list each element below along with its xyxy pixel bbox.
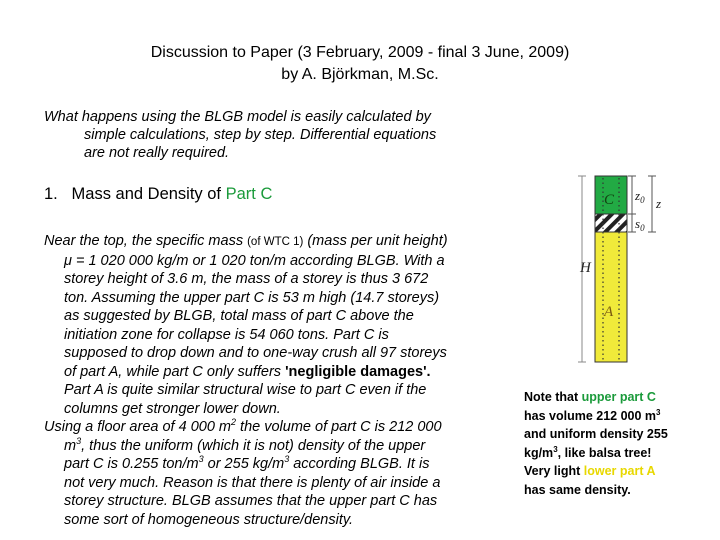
body-line: not very much. Reason is that there is plenty of air inside a [64, 474, 441, 491]
superscript: 2 [231, 417, 237, 428]
section-heading-accent: Part C [225, 185, 273, 203]
note-text: has volume 212 000 m [524, 408, 657, 423]
building-diagram [570, 140, 680, 380]
initiation-zone [595, 214, 627, 232]
section-number: 1. [44, 185, 58, 203]
page-title [60, 42, 660, 86]
note-line [524, 388, 694, 407]
note-line: and uniform density 255 [524, 427, 668, 441]
body-paragraph [44, 232, 514, 529]
label-z0: $z_0$ [635, 188, 645, 205]
intro-line: What happens using the BLGB model is easily calculated by [44, 109, 431, 125]
intro-line: simple calculations, step by step. Differential equations [84, 127, 437, 143]
body-line [44, 363, 514, 382]
body-line: as suggested by BLGB, total mass of part C above the [64, 308, 414, 324]
body-line [44, 232, 514, 252]
body-text-span: Using a floor area of 4 000 m [44, 419, 231, 435]
body-text-span: of part A, while part C only suffers [64, 363, 286, 380]
note-text: kg/m [524, 445, 554, 460]
label-h: H [580, 260, 591, 276]
note-line [524, 407, 694, 426]
body-text-span: part C is 0.255 ton/m [64, 456, 199, 472]
body-line: ton. Assuming the upper part C is 53 m high (14.7 storeys) [64, 289, 440, 306]
title-line-1: Discussion to Paper (3 February, 2009 - final 3 June, 2009) [150, 44, 570, 61]
label-s0: $s_0$ [635, 216, 645, 233]
body-line: initiation zone for collapse is 54 060 tons. Part C is [64, 326, 389, 343]
body-line [44, 418, 514, 437]
body-line: μ = 1 020 000 kg/m or 1 020 ton/m according BLGB. With a [64, 252, 445, 269]
superscript: 3 [553, 444, 558, 454]
side-note [524, 388, 694, 499]
body-text-span: (mass per unit height) [303, 233, 448, 249]
body-line: columns get stronger lower down. [64, 400, 281, 417]
part-a-block [595, 232, 627, 362]
superscript: 3 [198, 454, 204, 465]
note-highlight-part-c: upper part C [581, 390, 656, 404]
label-part-a: A [604, 304, 614, 320]
negligible-damages-quote: 'negligible damages'. [285, 363, 431, 380]
body-line: some sort of homogeneous structure/density. [64, 511, 354, 528]
intro-line: are not really required. [84, 145, 230, 161]
label-z: z [656, 196, 662, 211]
note-line [524, 444, 694, 463]
section-heading [44, 185, 272, 204]
body-line: supposed to drop down and to one-way crush all 97 storeys [64, 345, 447, 361]
note-text: Very light [524, 464, 584, 478]
note-line: has same density. [524, 482, 631, 497]
wtc-note: (of WTC 1) [247, 236, 304, 248]
body-line: Part A is quite similar structural wise to part C even if the [64, 382, 427, 398]
body-line [44, 455, 514, 474]
body-text-span: Near the top, the specific mass [44, 233, 248, 249]
title-line-2: by A. Björkman, M.Sc. [281, 66, 439, 83]
body-text-span: or 255 kg/m [203, 456, 285, 472]
superscript: 3 [656, 407, 661, 417]
superscript: 3 [76, 435, 82, 446]
note-line [524, 462, 694, 481]
superscript: 3 [284, 454, 290, 465]
body-line: storey structure. BLGB assumes that the upper part C has [64, 493, 438, 509]
note-highlight-part-a: lower part A [583, 464, 656, 478]
intro-paragraph [44, 108, 514, 162]
body-text-span: the volume of part C is 212 000 [236, 419, 442, 435]
body-text-span: m [64, 437, 77, 454]
label-part-c: C [604, 192, 615, 208]
body-text-span: , thus the uniform (which it is not) density of the upper [81, 437, 426, 454]
note-text: Note that [524, 390, 582, 404]
body-line: storey height of 3.6 m, the mass of a storey is thus 3 672 [64, 271, 429, 287]
body-line [44, 437, 514, 456]
section-heading-text: Mass and Density of [71, 185, 226, 203]
body-text-span: according BLGB. It is [289, 456, 430, 472]
note-text: , like balsa tree! [557, 445, 652, 460]
